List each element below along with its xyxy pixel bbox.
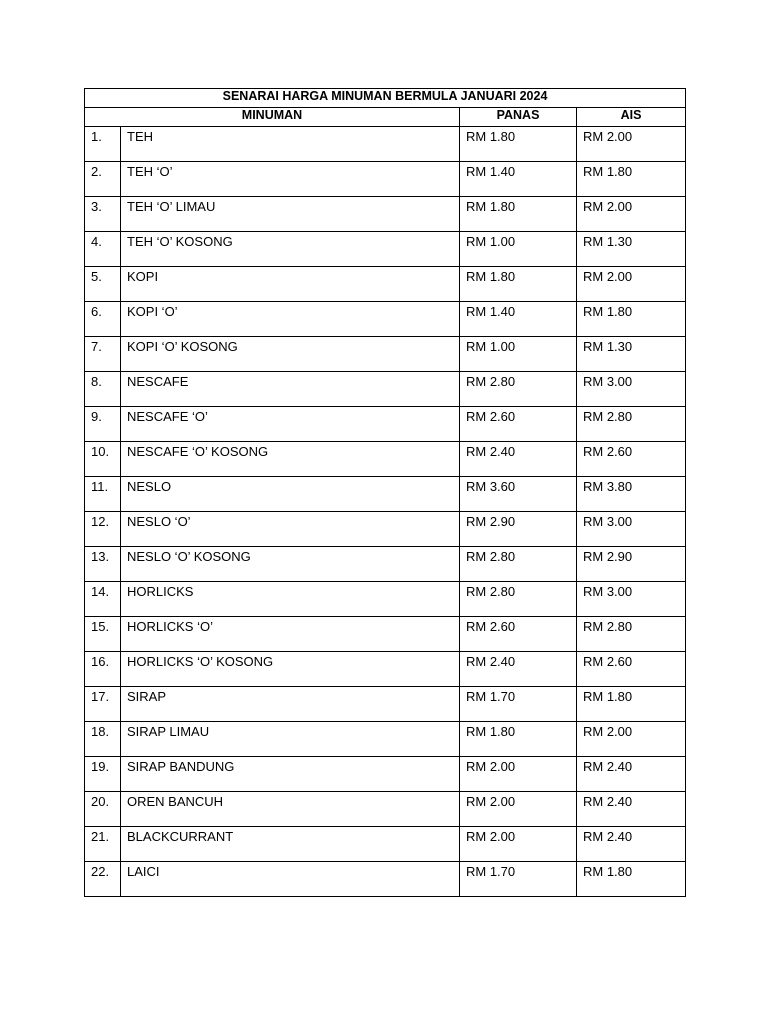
- iced-price: RM 3.00: [577, 582, 686, 617]
- row-number: 5.: [85, 267, 121, 302]
- table-row: [85, 792, 686, 827]
- table-row: [85, 617, 686, 652]
- row-number: 8.: [85, 372, 121, 407]
- row-number: 18.: [85, 722, 121, 757]
- iced-price: RM 2.40: [577, 827, 686, 862]
- row-number: 7.: [85, 337, 121, 372]
- hot-price: RM 2.90: [460, 512, 577, 547]
- drink-name: NESLO: [121, 477, 460, 512]
- drink-name: NESCAFE ‘O’ KOSONG: [121, 442, 460, 477]
- iced-price: RM 2.80: [577, 617, 686, 652]
- table-row: [85, 442, 686, 477]
- drink-name: KOPI: [121, 267, 460, 302]
- row-number: 16.: [85, 652, 121, 687]
- iced-price: RM 2.80: [577, 407, 686, 442]
- table-row: [85, 547, 686, 582]
- hot-price: RM 2.60: [460, 617, 577, 652]
- drink-name: HORLICKS ‘O’: [121, 617, 460, 652]
- drink-name: TEH ‘O’: [121, 162, 460, 197]
- header-iced: AIS: [577, 108, 686, 127]
- hot-price: RM 2.80: [460, 547, 577, 582]
- drink-name: SIRAP LIMAU: [121, 722, 460, 757]
- drink-name: KOPI ‘O’ KOSONG: [121, 337, 460, 372]
- iced-price: RM 2.60: [577, 442, 686, 477]
- drink-name: TEH ‘O’ KOSONG: [121, 232, 460, 267]
- table-row: [85, 267, 686, 302]
- iced-price: RM 2.00: [577, 127, 686, 162]
- drink-name: TEH ‘O’ LIMAU: [121, 197, 460, 232]
- drink-name: SIRAP BANDUNG: [121, 757, 460, 792]
- table-title: SENARAI HARGA MINUMAN BERMULA JANUARI 2024: [85, 89, 686, 108]
- hot-price: RM 2.80: [460, 372, 577, 407]
- table-row: [85, 862, 686, 897]
- iced-price: RM 3.00: [577, 372, 686, 407]
- hot-price: RM 2.40: [460, 652, 577, 687]
- table-row: [85, 302, 686, 337]
- hot-price: RM 1.00: [460, 232, 577, 267]
- iced-price: RM 2.00: [577, 197, 686, 232]
- hot-price: RM 1.40: [460, 302, 577, 337]
- iced-price: RM 2.40: [577, 792, 686, 827]
- table-body: [85, 127, 686, 897]
- row-number: 9.: [85, 407, 121, 442]
- iced-price: RM 3.80: [577, 477, 686, 512]
- table-row: [85, 127, 686, 162]
- drink-name: SIRAP: [121, 687, 460, 722]
- iced-price: RM 1.30: [577, 232, 686, 267]
- hot-price: RM 1.70: [460, 862, 577, 897]
- hot-price: RM 2.60: [460, 407, 577, 442]
- iced-price: RM 2.00: [577, 267, 686, 302]
- drink-name: NESCAFE ‘O’: [121, 407, 460, 442]
- row-number: 22.: [85, 862, 121, 897]
- table-row: [85, 337, 686, 372]
- row-number: 17.: [85, 687, 121, 722]
- table-row: [85, 722, 686, 757]
- drink-price-table: [84, 88, 686, 897]
- table-row: [85, 582, 686, 617]
- table-row: [85, 477, 686, 512]
- iced-price: RM 2.00: [577, 722, 686, 757]
- hot-price: RM 1.80: [460, 267, 577, 302]
- table-row: [85, 372, 686, 407]
- iced-price: RM 1.80: [577, 862, 686, 897]
- hot-price: RM 1.80: [460, 722, 577, 757]
- row-number: 12.: [85, 512, 121, 547]
- header-drink: MINUMAN: [85, 108, 460, 127]
- hot-price: RM 1.70: [460, 687, 577, 722]
- table-row: [85, 197, 686, 232]
- drink-name: LAICI: [121, 862, 460, 897]
- row-number: 10.: [85, 442, 121, 477]
- hot-price: RM 2.80: [460, 582, 577, 617]
- drink-name: KOPI ‘O’: [121, 302, 460, 337]
- drink-name: NESLO ‘O’ KOSONG: [121, 547, 460, 582]
- header-hot: PANAS: [460, 108, 577, 127]
- row-number: 13.: [85, 547, 121, 582]
- iced-price: RM 2.60: [577, 652, 686, 687]
- table-row: [85, 652, 686, 687]
- table-row: [85, 407, 686, 442]
- table-row: [85, 512, 686, 547]
- hot-price: RM 2.00: [460, 827, 577, 862]
- hot-price: RM 1.80: [460, 197, 577, 232]
- row-number: 15.: [85, 617, 121, 652]
- drink-name: BLACKCURRANT: [121, 827, 460, 862]
- hot-price: RM 1.80: [460, 127, 577, 162]
- iced-price: RM 1.80: [577, 302, 686, 337]
- row-number: 11.: [85, 477, 121, 512]
- hot-price: RM 1.40: [460, 162, 577, 197]
- table-row: [85, 162, 686, 197]
- hot-price: RM 3.60: [460, 477, 577, 512]
- table-row: [85, 687, 686, 722]
- table-row: [85, 232, 686, 267]
- row-number: 14.: [85, 582, 121, 617]
- row-number: 2.: [85, 162, 121, 197]
- hot-price: RM 2.40: [460, 442, 577, 477]
- drink-name: HORLICKS: [121, 582, 460, 617]
- row-number: 21.: [85, 827, 121, 862]
- row-number: 4.: [85, 232, 121, 267]
- row-number: 6.: [85, 302, 121, 337]
- iced-price: RM 1.80: [577, 162, 686, 197]
- iced-price: RM 3.00: [577, 512, 686, 547]
- drink-name: OREN BANCUH: [121, 792, 460, 827]
- row-number: 3.: [85, 197, 121, 232]
- drink-name: TEH: [121, 127, 460, 162]
- table-row: [85, 827, 686, 862]
- hot-price: RM 2.00: [460, 757, 577, 792]
- iced-price: RM 1.80: [577, 687, 686, 722]
- hot-price: RM 2.00: [460, 792, 577, 827]
- drink-name: NESLO ‘O’: [121, 512, 460, 547]
- table-row: [85, 757, 686, 792]
- drink-name: HORLICKS ‘O’ KOSONG: [121, 652, 460, 687]
- hot-price: RM 1.00: [460, 337, 577, 372]
- row-number: 1.: [85, 127, 121, 162]
- iced-price: RM 1.30: [577, 337, 686, 372]
- iced-price: RM 2.40: [577, 757, 686, 792]
- row-number: 19.: [85, 757, 121, 792]
- drink-name: NESCAFE: [121, 372, 460, 407]
- iced-price: RM 2.90: [577, 547, 686, 582]
- row-number: 20.: [85, 792, 121, 827]
